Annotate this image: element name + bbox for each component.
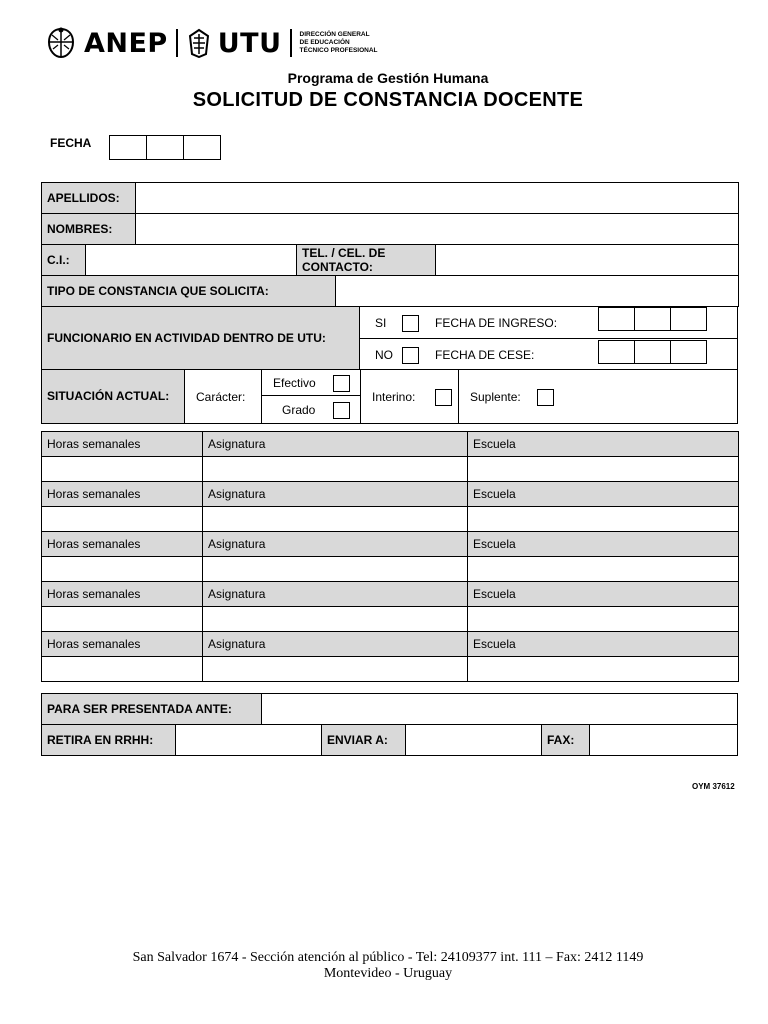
suplente-cell (459, 370, 737, 423)
horas-header: Horas semanales (42, 532, 203, 557)
situacion-cell (42, 370, 185, 423)
asignatura-field[interactable] (203, 657, 468, 682)
funcionario-cell (42, 307, 360, 370)
fecha-label: FECHA (50, 136, 92, 150)
fax-field[interactable] (590, 725, 737, 755)
ingreso-day-box[interactable] (598, 307, 635, 331)
status-block (41, 307, 738, 424)
form-code: OYM 37612 (692, 782, 735, 791)
cese-day-box[interactable] (598, 340, 635, 364)
course-header-row (42, 432, 739, 457)
horas-field[interactable] (42, 657, 203, 682)
anep-logo-text: ANEP (84, 27, 168, 59)
utu-emblem-icon (186, 28, 212, 58)
course-entry-row (42, 657, 739, 682)
personal-data-table (41, 182, 739, 307)
fax-cell (542, 725, 590, 755)
form-title: SOLICITUD DE CONSTANCIA DOCENTE (192, 89, 584, 111)
footer (0, 950, 768, 982)
horas-field[interactable] (42, 607, 203, 632)
tel-label: TEL. / CEL. DE CONTACTO: (297, 245, 436, 276)
tipo-constancia-label: TIPO DE CONSTANCIA QUE SOLICITA: (42, 276, 336, 307)
situacion-label: SITUACIÓN ACTUAL: (47, 389, 170, 403)
tel-field[interactable] (436, 245, 739, 276)
dgetp-line-1: DIRECCIÓN GENERAL (299, 31, 370, 38)
no-row (360, 339, 737, 370)
escuela-header: Escuela (468, 532, 739, 557)
footer-address: San Salvador 1674 - Sección atención al público - Tel: 24109377 int. 111 – Fax: 2412 1149 (132, 950, 644, 965)
fecha-year-box[interactable] (183, 135, 221, 160)
fecha-cese-boxes[interactable] (599, 340, 707, 364)
escuela-field[interactable] (468, 607, 739, 632)
utu-logo-text: UTU (217, 27, 282, 59)
efectivo-cell (262, 370, 361, 396)
dgetp-line-2: DE EDUCACIÓN (299, 39, 350, 46)
footer-city: Montevideo - Uruguay (323, 966, 453, 981)
grado-cell (262, 396, 361, 423)
escuela-header: Escuela (468, 482, 739, 507)
retira-label: RETIRA EN RRHH: (47, 733, 154, 747)
horas-header: Horas semanales (42, 632, 203, 657)
retira-cell (42, 725, 176, 755)
interino-checkbox[interactable] (435, 389, 452, 406)
course-header-row (42, 532, 739, 557)
enviar-field[interactable] (406, 725, 542, 755)
si-label: SI (375, 316, 387, 330)
asignatura-header: Asignatura (203, 532, 468, 557)
cese-year-box[interactable] (670, 340, 707, 364)
asignatura-header: Asignatura (203, 632, 468, 657)
ci-label: C.I.: (42, 245, 86, 276)
course-header-row (42, 632, 739, 657)
fecha-cese-label: FECHA DE CESE: (435, 348, 535, 362)
horas-header: Horas semanales (42, 482, 203, 507)
asignatura-header: Asignatura (203, 482, 468, 507)
logo-divider (176, 29, 178, 57)
grado-checkbox[interactable] (333, 402, 350, 419)
escuela-header: Escuela (468, 432, 739, 457)
fecha-boxes[interactable] (110, 135, 221, 160)
horas-field[interactable] (42, 507, 203, 532)
apellidos-label: APELLIDOS: (42, 183, 136, 214)
course-entry-row (42, 557, 739, 582)
cese-month-box[interactable] (634, 340, 671, 364)
horas-field[interactable] (42, 557, 203, 582)
tipo-constancia-field[interactable] (336, 276, 739, 307)
suplente-label: Suplente: (470, 390, 521, 404)
dgetp-line-3: TÉCNICO PROFESIONAL (299, 47, 378, 54)
fecha-month-box[interactable] (146, 135, 184, 160)
grado-label: Grado (282, 403, 316, 417)
asignatura-header: Asignatura (203, 582, 468, 607)
escuela-field[interactable] (468, 657, 739, 682)
ingreso-year-box[interactable] (670, 307, 707, 331)
nombres-label: NOMBRES: (42, 214, 136, 245)
horas-field[interactable] (42, 457, 203, 482)
no-checkbox[interactable] (402, 347, 419, 364)
asignatura-field[interactable] (203, 557, 468, 582)
horas-header: Horas semanales (42, 432, 203, 457)
horas-header: Horas semanales (42, 582, 203, 607)
ingreso-month-box[interactable] (634, 307, 671, 331)
asignatura-field[interactable] (203, 607, 468, 632)
escuela-field[interactable] (468, 557, 739, 582)
interino-cell (361, 370, 459, 423)
suplente-checkbox[interactable] (537, 389, 554, 406)
efectivo-checkbox[interactable] (333, 375, 350, 392)
efectivo-label: Efectivo (273, 376, 316, 390)
course-entry-row (42, 607, 739, 632)
interino-label: Interino: (372, 390, 416, 404)
escuela-field[interactable] (468, 507, 739, 532)
course-header-row (42, 582, 739, 607)
retira-field[interactable] (176, 725, 322, 755)
asignatura-header: Asignatura (203, 432, 468, 457)
uruguay-seal-icon (46, 27, 76, 59)
dgetp-text (300, 31, 378, 55)
fax-label: FAX: (547, 733, 575, 747)
escuela-header: Escuela (468, 632, 739, 657)
presentada-cell (42, 694, 262, 725)
caracter-label: Carácter: (196, 390, 246, 404)
si-checkbox[interactable] (402, 315, 419, 332)
no-label: NO (375, 348, 393, 362)
escuela-header: Escuela (468, 582, 739, 607)
delivery-block (41, 693, 738, 756)
enviar-label: ENVIAR A: (327, 733, 388, 747)
fecha-ingreso-label: FECHA DE INGRESO: (435, 316, 558, 330)
ci-field[interactable] (86, 245, 297, 276)
header-logos (46, 26, 378, 60)
fecha-ingreso-boxes[interactable] (599, 307, 707, 331)
course-header-row (42, 482, 739, 507)
enviar-cell (322, 725, 406, 755)
si-row (360, 307, 737, 339)
asignatura-field[interactable] (203, 457, 468, 482)
funcionario-label: FUNCIONARIO EN ACTIVIDAD DENTRO DE UTU: (47, 331, 326, 345)
presentada-field[interactable] (262, 694, 737, 725)
form-subtitle: Programa de Gestión Humana (287, 70, 489, 86)
escuela-field[interactable] (468, 457, 739, 482)
presentada-label: PARA SER PRESENTADA ANTE: (47, 702, 232, 716)
fecha-day-box[interactable] (109, 135, 147, 160)
caracter-cell (185, 370, 262, 423)
apellidos-field[interactable] (136, 183, 739, 214)
logo-divider-2 (290, 29, 292, 57)
course-entry-row (42, 507, 739, 532)
asignatura-field[interactable] (203, 507, 468, 532)
course-entry-row (42, 457, 739, 482)
courses-table (41, 431, 739, 682)
nombres-field[interactable] (136, 214, 739, 245)
